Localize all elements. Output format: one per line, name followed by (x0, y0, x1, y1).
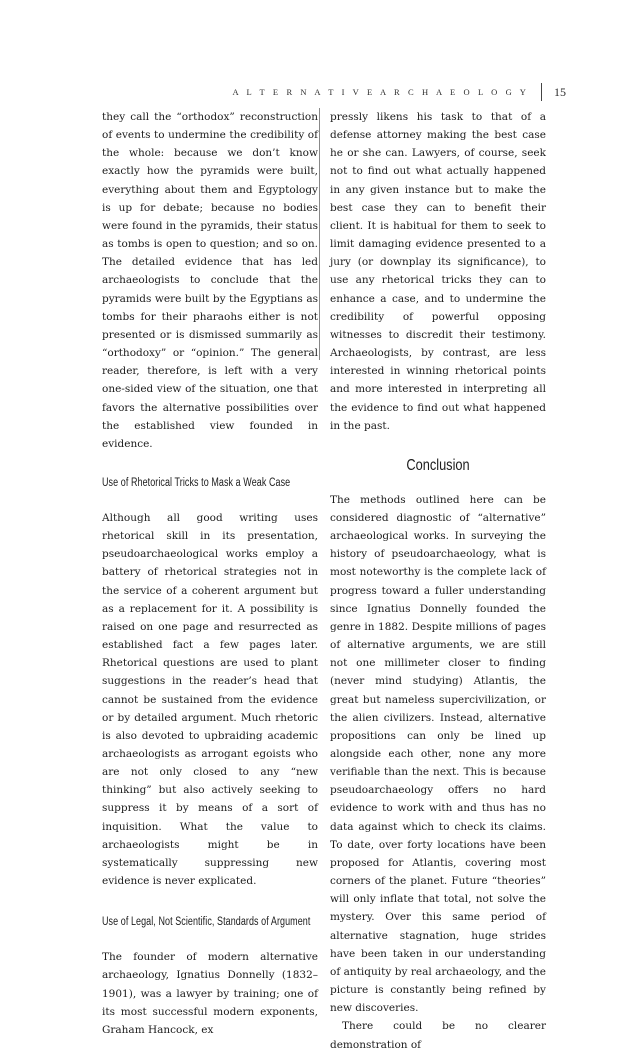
section-heading-conclusion: Conclusion (406, 456, 470, 474)
right-column (330, 108, 546, 1054)
conclusion-paragraph: The methods outlined here can be considered diagnostic of “alternative” archaeological works. In surveying the history of pseudoarchaeology, what is most noteworthy is the complete lack of progress toward a fuller understanding since Ignatius Donnelly founded the genre in 1882. Despite millions of pages of alternative arguments, we are still not one millimeter closer to finding (never mind studying) Atlantis, the great but nameless supercivilization, or the alien civilizers. Instead, alternative propositions can only be lined up alongside each other, none any more verifiable than the next. This is because pseudoarchaeology offers no hard evidence to work with and thus has no data against which to check its claims. To date, over forty locations have been proposed for Atlantis, covering most corners of the planet. Future “theories” will only inflate that total, not solve the mystery. Over this same period of alternative stagnation, huge strides have been taken in our understanding of antiquity by real archaeology, and the picture is constantly being refined by new discoveries. (330, 493, 546, 1015)
legal-standards-paragraph: The founder of modern alternative archaeology, Ignatius Donnelly (1832–1901), was a lawyer by training; one of its most successful modern exponents, Graham Hancock, ex (102, 951, 318, 1036)
right-intro-paragraph: pressly likens his task to that of a defense attorney making the best case he or she can. Lawyers, of course, seek not to find out what actually happened in any given instance but to make the best case they can to benefit their client. It is habitual for them to seek to limit damaging evidence presented to a jury (or downplay its significance), to use any rhetorical tricks they can to enhance a case, and to undermine the credibility of powerful opposing witnesses to discredit their testimony. Archaeologists, by contrast, are less interested in winning rhetorical points and more interested in interpreting all the evidence to find out what happened in the past. (330, 111, 546, 432)
page-number: 15 (554, 84, 566, 99)
running-head-divider (541, 83, 542, 101)
section-heading-legal-standards: Use of Legal, Not Scientific, Standards of Argument (102, 916, 311, 929)
conclusion-continuation-paragraph: There could be no clearer demonstration of (330, 1020, 546, 1051)
section-heading-rhetorical-tricks: Use of Rhetorical Tricks to Mask a Weak Case (102, 476, 291, 489)
left-intro-paragraph: they call the “orthodox” reconstruction of events to undermine the credibility of the whole: because we don’t know exactly how the pyramids were built, everything about them and Egyptology is up for debate; because no bodies were found in the pyramids, their status as tombs is open to question; and so on. The detailed evidence that has led archaeologists to conclude that the pyramids were built by the Egyptians as tombs for their pharaohs either is not presented or is dismissed summarily as “orthodoxy” or “opinion.” The general reader, therefore, is left with a very one-sided view of the situation, one that favors the alternative possibilities over the established view founded in evidence. (102, 111, 318, 450)
column-divider (319, 108, 320, 360)
running-head (233, 83, 566, 101)
rhetorical-tricks-paragraph: Although all good writing uses rhetorical skill in its presentation, pseudoarchaeological works employ a battery of rhetorical strategies not in the service of a coherent argument but as a replacement for it. A possibility is raised on one page and resurrected as established fact a few pages later. Rhetorical questions are used to plant suggestions in the reader’s head that cannot be sustained from the evidence or by detailed argument. Much rhetoric is also devoted to upbraiding academic archaeologists as arrogant egoists who are not only closed to any “new thinking” but also actively seeking to suppress it by means of a sort of inquisition. What the value to archaeologists might be in systematically suppressing new evidence is never explicated. (102, 511, 318, 888)
left-column (102, 108, 318, 1039)
running-head-title: A L T E R N A T I V E A R C H A E O L O G Y (232, 87, 529, 97)
